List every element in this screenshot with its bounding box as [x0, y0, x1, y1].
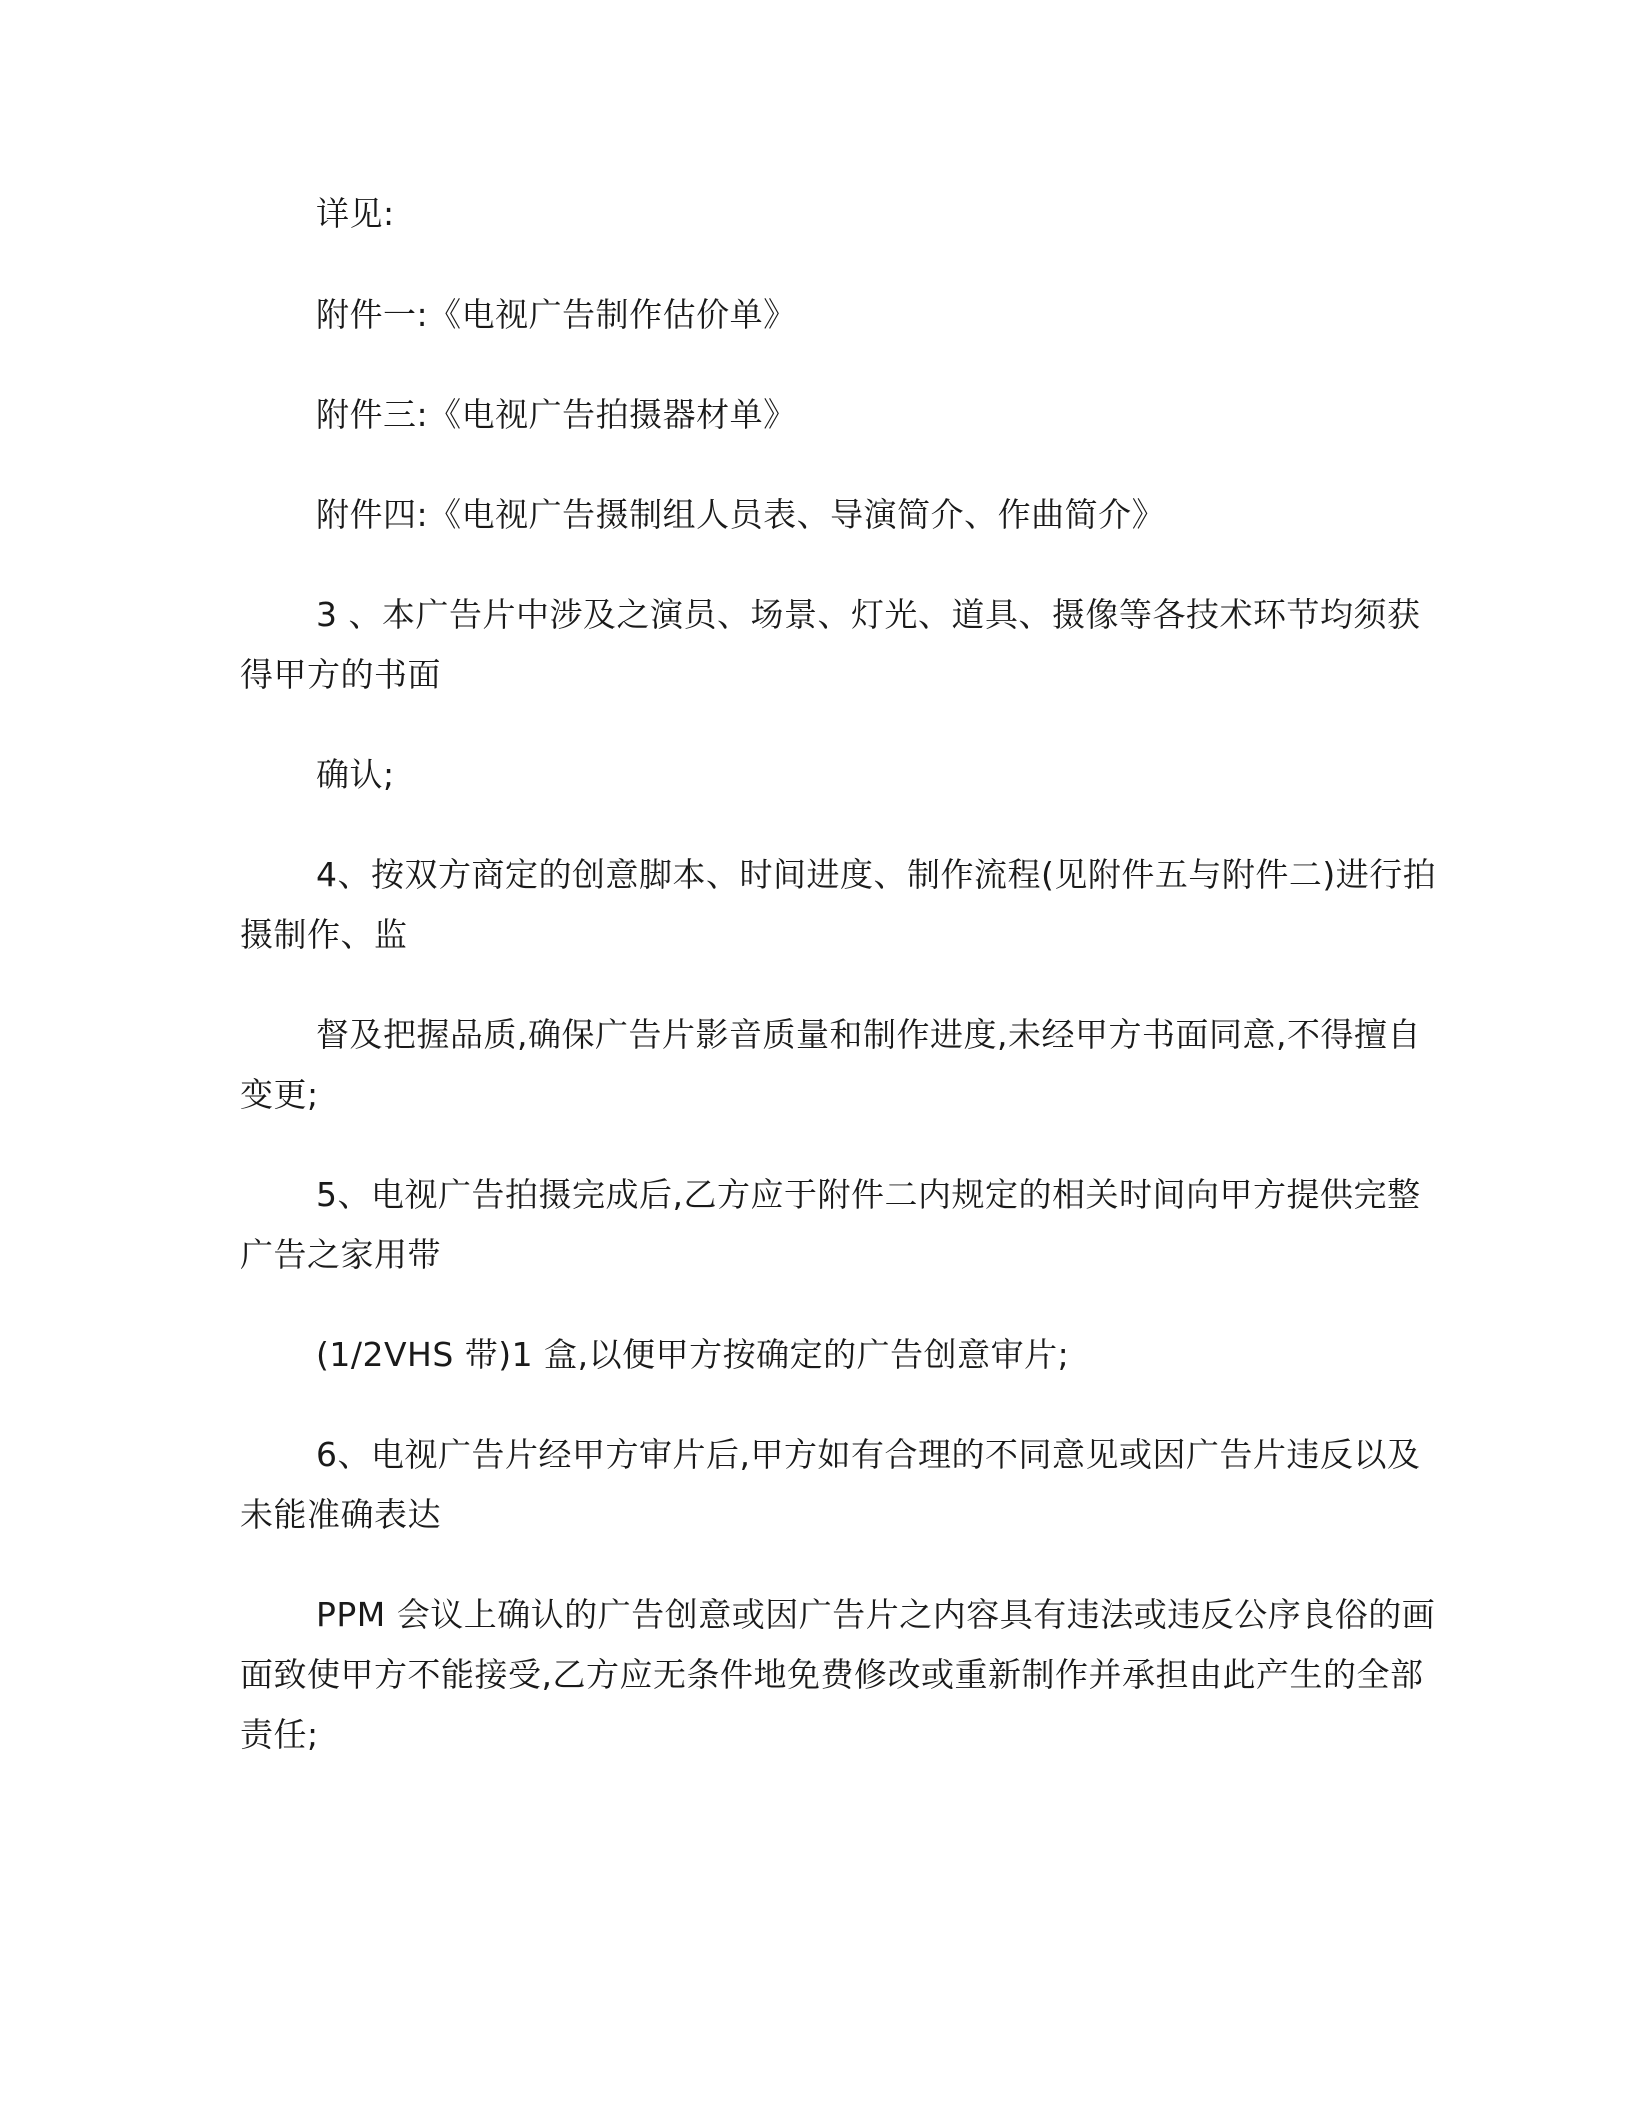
paragraph-line: 确认;: [316, 755, 395, 794]
paragraph-line: 摄制作、监: [240, 915, 408, 954]
paragraph-line: 6、电视广告片经甲方审片后,甲方如有合理的不同意见或因广告片违反以及: [316, 1435, 1421, 1474]
paragraph-item-6: [240, 1425, 1421, 1545]
paragraph-item-5: [240, 1165, 1421, 1285]
paragraph-item-5-continued: [240, 1325, 1390, 1385]
paragraph-line: (1/2VHS 带)1 盒,以便甲方按确定的广告创意审片;: [316, 1335, 1070, 1374]
paragraph-attachment-three: [240, 385, 1390, 445]
paragraph-line: 面致使甲方不能接受,乙方应无条件地免费修改或重新制作并承担由此产生的全部: [240, 1655, 1424, 1694]
paragraph-item-3: [240, 585, 1421, 705]
paragraph-line: 责任;: [240, 1715, 319, 1754]
paragraph-line: PPM 会议上确认的广告创意或因广告片之内容具有违法或违反公序良俗的画: [316, 1595, 1436, 1634]
paragraph-line: 附件三:《电视广告拍摄器材单》: [316, 395, 797, 434]
paragraph-line: 附件一:《电视广告制作估价单》: [316, 295, 797, 334]
paragraph-attachment-four: [240, 485, 1390, 545]
paragraph-line: 得甲方的书面: [240, 655, 441, 694]
paragraph-attachment-one: [240, 285, 1390, 345]
paragraph-item-4-continued: [240, 1005, 1421, 1125]
paragraph-line: 3 、本广告片中涉及之演员、场景、灯光、道具、摄像等各技术环节均须获: [316, 595, 1421, 634]
paragraph-item-6-continued: [240, 1585, 1436, 1765]
paragraph-line: 5、电视广告拍摄完成后,乙方应于附件二内规定的相关时间向甲方提供完整: [316, 1175, 1421, 1214]
paragraph-line: 详见:: [316, 194, 395, 233]
paragraph-line: 附件四:《电视广告摄制组人员表、导演简介、作曲简介》: [316, 495, 1166, 534]
paragraph-line: 未能准确表达: [240, 1495, 441, 1534]
paragraph-see-details: [240, 184, 1390, 244]
paragraph-line: 4、按双方商定的创意脚本、时间进度、制作流程(见附件五与附件二)进行拍: [316, 855, 1437, 894]
paragraph-line: 督及把握品质,确保广告片影音质量和制作进度,未经甲方书面同意,不得擅自: [316, 1015, 1421, 1054]
paragraph-line: 变更;: [240, 1075, 319, 1114]
paragraph-item-4: [240, 845, 1437, 965]
paragraph-confirm: [240, 745, 1390, 805]
paragraph-line: 广告之家用带: [240, 1235, 441, 1274]
